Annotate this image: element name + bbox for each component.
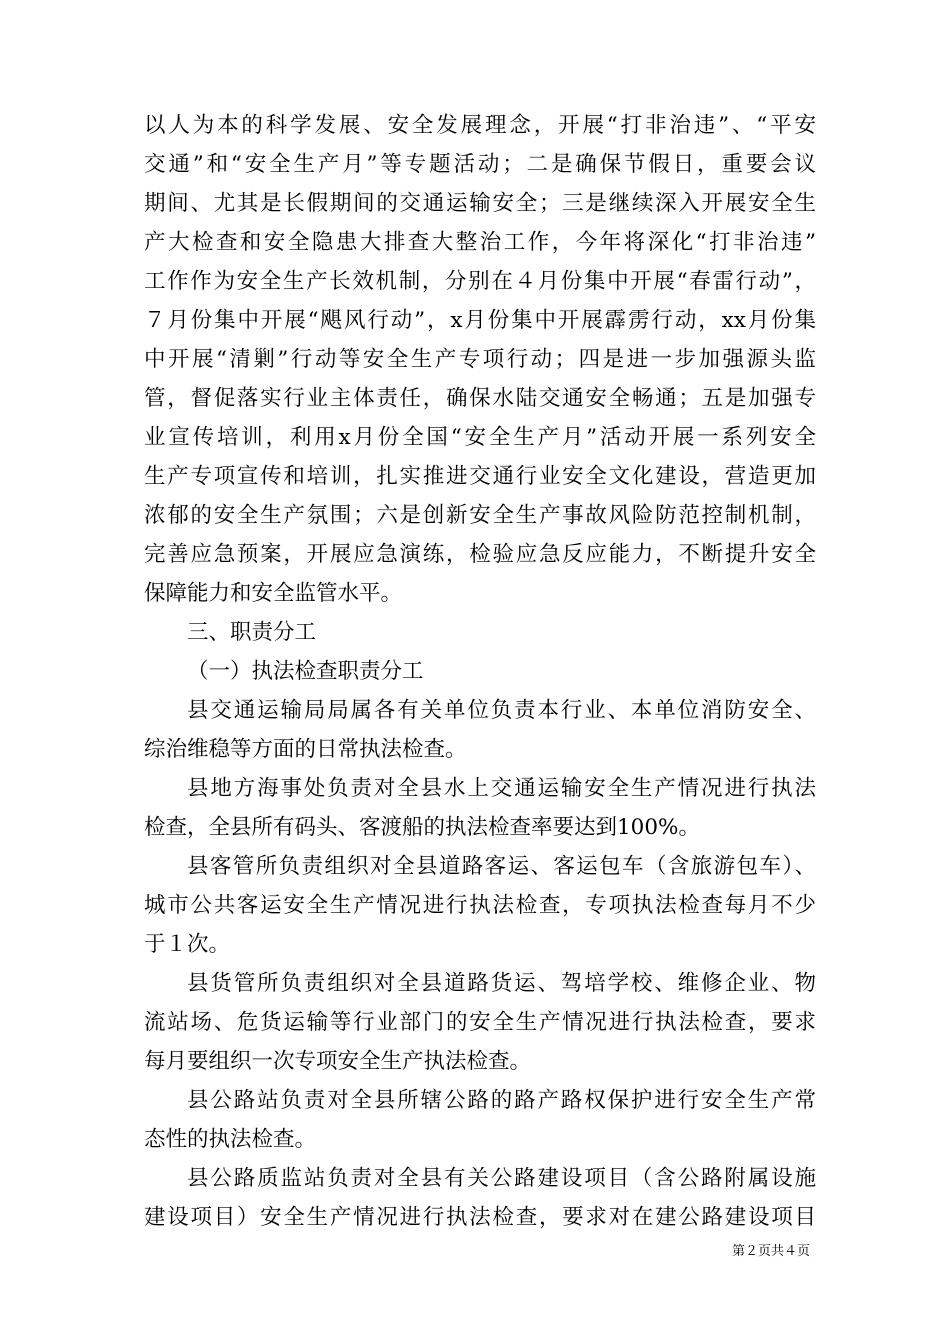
paragraph-line: 以人为本的科学发展、安全发展理念，开展“打非治违”、“平安 <box>144 113 816 138</box>
subsection-heading: （一）执法检查职责分工 <box>187 659 424 684</box>
paragraph-line: 中开展“清剿”行动等安全生产专项行动；四是进一步加强源头监 <box>144 347 816 372</box>
paragraph-line: 浓郁的安全生产氛围；六是创新安全生产事故风险防范控制机制， <box>144 503 816 528</box>
paragraph-line: 保障能力和安全监管水平。 <box>144 581 403 606</box>
paragraph-line: 检查，全县所有码头、客渡船的执法检查率要达到100%。 <box>144 815 700 840</box>
paragraph-line: 交通”和“安全生产月”等专题活动；二是确保节假日，重要会议 <box>144 152 816 177</box>
paragraph-line: 期间、尤其是长假期间的交通运输安全；三是继续深入开展安全生 <box>144 191 816 216</box>
paragraph-line: 工作作为安全生产长效机制，分别在４月份集中开展“春雷行动”， <box>144 269 816 294</box>
paragraph-line: 综治维稳等方面的日常执法检查。 <box>144 737 467 762</box>
paragraph-line: 态性的执法检查。 <box>144 1127 317 1152</box>
paragraph-line: 建设项目）安全生产情况进行执法检查，要求对在建公路建设项目 <box>144 1205 816 1230</box>
paragraph-line: 县客管所负责组织对全县道路客运、客运包车（含旅游包车）、 <box>187 854 816 879</box>
paragraph-line: 城市公共客运安全生产情况进行执法检查，专项执法检查每月不少 <box>144 893 816 918</box>
paragraph-line: 每月要组织一次专项安全生产执法检查。 <box>144 1049 532 1074</box>
page-number: 第２页共４页 <box>731 1244 810 1259</box>
paragraph-line: 于１次。 <box>144 932 231 957</box>
paragraph-line: 生产专项宣传和培训，扎实推进交通行业安全文化建设，营造更加 <box>144 464 816 489</box>
paragraph-line: 县地方海事处负责对全县水上交通运输安全生产情况进行执法 <box>187 776 816 801</box>
paragraph-line: 流站场、危货运输等行业部门的安全生产情况进行执法检查，要求 <box>144 1010 816 1035</box>
paragraph-line: ７月份集中开展“飓风行动”，x月份集中开展霹雳行动，xx月份集 <box>144 308 816 333</box>
paragraph-line: 县公路站负责对全县所辖公路的路产路权保护进行安全生产常 <box>187 1088 816 1113</box>
paragraph-line: 产大检查和安全隐患大排查大整治工作，今年将深化“打非治违” <box>144 230 816 255</box>
paragraph-line: 县货管所负责组织对全县道路货运、驾培学校、维修企业、物 <box>187 971 816 996</box>
body-text <box>144 106 816 1237</box>
paragraph-line: 县交通运输局局属各有关单位负责本行业、本单位消防安全、 <box>187 698 816 723</box>
paragraph-line: 管，督促落实行业主体责任，确保水陆交通安全畅通；五是加强专 <box>144 386 816 411</box>
paragraph-line: 县公路质监站负责对全县有关公路建设项目（含公路附属设施 <box>187 1166 816 1191</box>
section-heading: 三、职责分工 <box>187 620 317 645</box>
paragraph-line: 完善应急预案，开展应急演练，检验应急反应能力，不断提升安全 <box>144 542 816 567</box>
paragraph-line: 业宣传培训，利用x月份全国“安全生产月”活动开展一系列安全 <box>144 425 816 450</box>
